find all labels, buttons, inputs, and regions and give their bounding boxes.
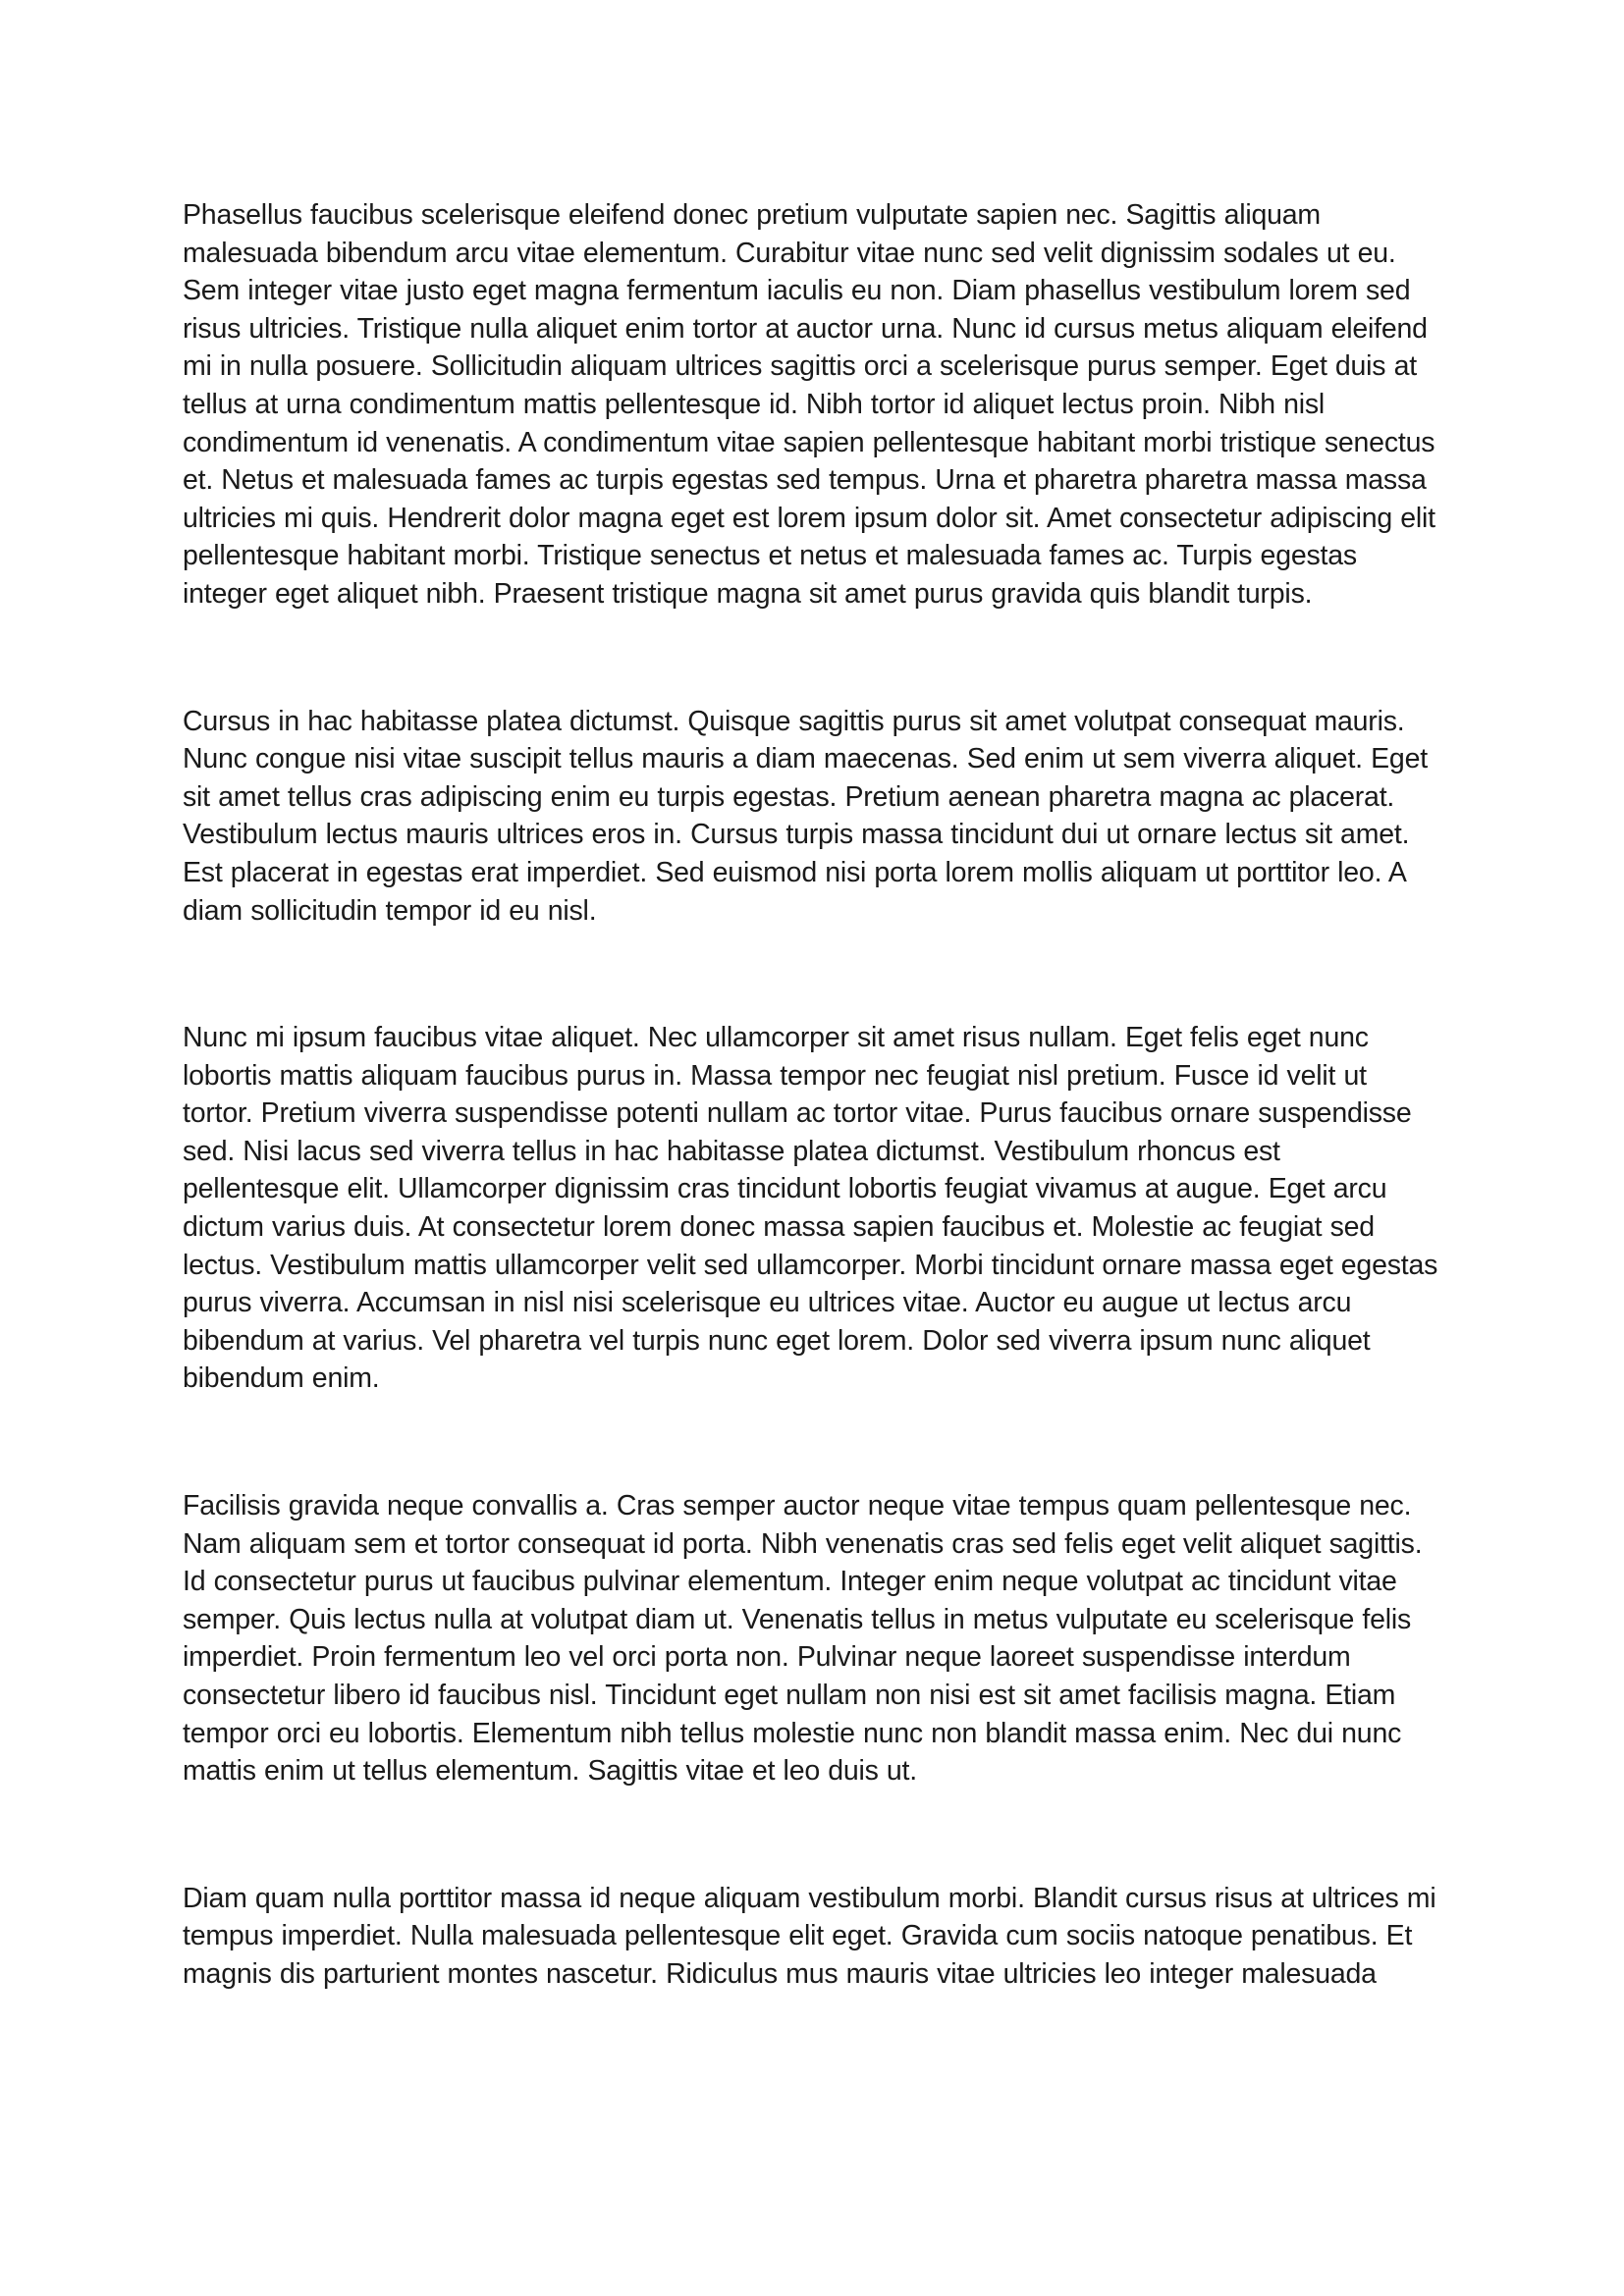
paragraph-1: Phasellus faucibus scelerisque eleifend donec pretium vulputate sapien nec. Sagittis aliquam malesuada bibendum arcu vitae elementum. Curabitur vitae nunc sed velit dignissim sodales ut eu. Sem integer vitae justo eget magna fermentum iaculis eu non. Diam phasellus vestibulum lorem sed risus ultricies. Tristique nulla aliquet enim tortor at auctor urna. Nunc id cursus metus aliquam eleifend mi in nulla posuere. Sollicitudin aliquam ultrices sagittis orci a scelerisque purus semper. Eget duis at tellus at urna condimentum mattis pellentesque id. Nibh tortor id aliquet lectus proin. Nibh nisl condimentum id venenatis. A condimentum vitae sapien pellentesque habitant morbi tristique senectus et. Netus et malesuada fames ac turpis egestas sed tempus. Urna et pharetra pharetra massa massa ultricies mi quis. Hendrerit dolor magna eget est lorem ipsum dolor sit. Amet consectetur adipiscing elit pellentesque habitant morbi. Tristique senectus et netus et malesuada fames ac. Turpis egestas integer eget aliquet nibh. Praesent tristique magna sit amet purus gravida quis blandit turpis. — [183, 199, 1435, 610]
document-body — [183, 196, 1441, 1994]
paragraph-4: Facilisis gravida neque convallis a. Cras semper auctor neque vitae tempus quam pellentesque nec. Nam aliquam sem et tortor consequat id porta. Nibh venenatis cras sed felis eget velit aliquet sagittis. Id consectetur purus ut faucibus pulvinar elementum. Integer enim neque volutpat ac tincidunt vitae semper. Quis lectus nulla at volutpat diam ut. Venenatis tellus in metus vulputate eu scelerisque felis imperdiet. Proin fermentum leo vel orci porta non. Pulvinar neque laoreet suspendisse interdum consectetur libero id faucibus nisl. Tincidunt eget nullam non nisi est sit amet facilisis magna. Etiam tempor orci eu lobortis. Elementum nibh tellus molestie nunc non blandit massa enim. Nec dui nunc mattis enim ut tellus elementum. Sagittis vitae et leo duis ut. — [183, 1490, 1423, 1788]
paragraph-3: Nunc mi ipsum faucibus vitae aliquet. Nec ullamcorper sit amet risus nullam. Eget felis eget nunc lobortis mattis aliquam faucibus purus in. Massa tempor nec feugiat nisl pretium. Fusce id velit ut tortor. Pretium viverra suspendisse potenti nullam ac tortor vitae. Purus faucibus ornare suspendisse sed. Nisi lacus sed viverra tellus in hac habitasse platea dictumst. Vestibulum rhoncus est pellentesque elit. Ullamcorper dignissim cras tincidunt lobortis feugiat vivamus at augue. Eget arcu dictum varius duis. At consectetur lorem donec massa sapien faucibus et. Molestie ac feugiat sed lectus. Vestibulum mattis ullamcorper velit sed ullamcorper. Morbi tincidunt ornare massa eget egestas purus viverra. Accumsan in nisl nisi scelerisque eu ultrices vitae. Auctor eu augue ut lectus arcu bibendum at varius. Vel pharetra vel turpis nunc eget lorem. Dolor sed viverra ipsum nunc aliquet bibendum enim. — [183, 1022, 1438, 1395]
paragraph-2: Cursus in hac habitasse platea dictumst. Quisque sagittis purus sit amet volutpat consequat mauris. Nunc congue nisi vitae suscipit tellus mauris a diam maecenas. Sed enim ut sem viverra aliquet. Eget sit amet tellus cras adipiscing enim eu turpis egestas. Pretium aenean pharetra magna ac placerat. Vestibulum lectus mauris ultrices eros in. Cursus turpis massa tincidunt dui ut ornare lectus sit amet. Est placerat in egestas erat imperdiet. Sed euismod nisi porta lorem mollis aliquam ut porttitor leo. A diam sollicitudin tempor id eu nisl. — [183, 705, 1428, 927]
paragraph-5: Diam quam nulla porttitor massa id neque aliquam vestibulum morbi. Blandit cursus risus at ultrices mi tempus imperdiet. Nulla malesuada pellentesque elit eget. Gravida cum sociis natoque penatibus. Et magnis dis parturient montes nascetur. Ridiculus mus mauris vitae ultricies leo integer malesuada — [183, 1882, 1436, 1990]
